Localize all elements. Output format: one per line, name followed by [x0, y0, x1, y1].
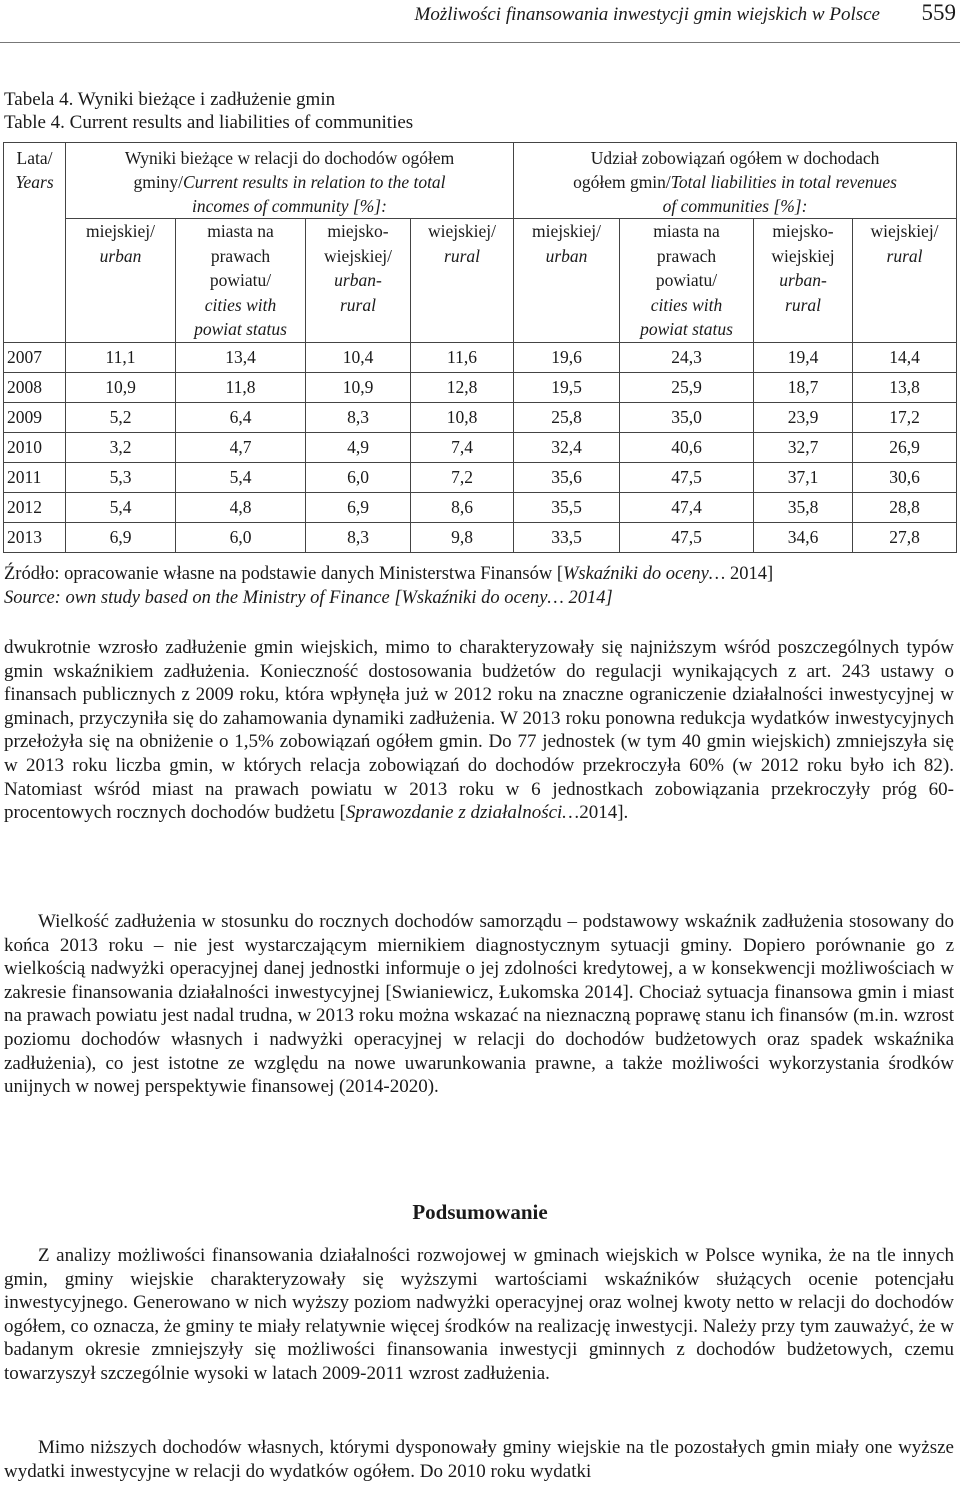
value-cell: 7,2	[411, 462, 514, 492]
sub1-column-header	[66, 219, 176, 343]
results-table	[3, 142, 957, 553]
header-line-en: urban-	[779, 270, 827, 290]
table-body	[4, 342, 957, 552]
value-cell: 25,9	[620, 372, 754, 402]
header-line-en: cities with	[650, 294, 723, 315]
table-subheader-row	[4, 219, 957, 343]
table-header-row	[4, 143, 957, 219]
header-line-en: rural	[886, 245, 923, 266]
value-cell: 14,4	[853, 342, 957, 372]
header-line-en: rural	[340, 294, 376, 315]
source-pl-ref: Wskaźniki do oceny…	[562, 564, 726, 584]
sub1-column-header	[306, 219, 411, 343]
year-cell: 2011	[4, 462, 66, 492]
sub2-column-header	[514, 219, 620, 343]
value-cell: 11,8	[176, 372, 306, 402]
header-line: prawach	[210, 245, 271, 266]
header-line: miasta na	[653, 221, 720, 241]
body-paragraph-4: Mimo niższych dochodów własnych, którymi dysponowały gminy wiejskie na tle pozostałych gmin miały one wyższe wydatki inwestycyjne w relacji do wydatków ogółem. Do 2010 roku wydatki	[4, 1437, 954, 1482]
value-cell: 9,8	[411, 522, 514, 552]
group1-line2-en: Current results in relation to the total	[183, 172, 446, 192]
year-column-header	[4, 143, 66, 343]
value-cell: 8,3	[306, 402, 411, 432]
header-line: wiejskiej/	[427, 221, 497, 241]
p1-text-b: 2014].	[579, 802, 629, 824]
header-line-en: rural	[444, 245, 480, 266]
value-cell: 4,9	[306, 432, 411, 462]
table-row	[4, 522, 957, 552]
sub1-column-header	[411, 219, 514, 343]
header-line: wiejskiej	[771, 245, 835, 266]
year-cell: 2008	[4, 372, 66, 402]
body-paragraph-2: Wielkość zadłużenia w stosunku do rocznych dochodów samorządu – podstawowy wskaźnik zadłużenia stosowany do końca 2013 roku – nie jest wystarczającym miernikiem diagnostycznym sytuacji gminy. Dopiero porównanie go z wielkością nadwyżki operacyjnej danej jednostki informuje o jej zdolności kredytowej, a w konsekwencji możliwościach w zakresie finansowania działalności inwestycyjnej [Swianiewicz, Łukomska 2014]. Chociaż sytuacja finansowa gmin i miast na prawach powiatu jest nadal trudna, w 2013 roku można wskazać na nieznaczną poprawę stanu ich finansów (m.in. wzrost poziomu dochodów własnych i nadwyżki operacyjnej w relacji do dochodów budżetowych oraz spadek wskaźnika zadłużenia), co jest istotne ze względu na nowe uwarunkowania prawne, a także możliwości wykorzystania środków unijnych w nowej perspektywie finansowej (2014-2020).	[4, 911, 954, 1098]
header-line-en: rural	[785, 294, 821, 315]
value-cell: 5,2	[66, 402, 176, 432]
value-cell: 4,7	[176, 432, 306, 462]
header-line-en: powiat status	[640, 319, 733, 339]
value-cell: 12,8	[411, 372, 514, 402]
value-cell: 5,4	[176, 462, 306, 492]
page-header	[0, 0, 960, 43]
value-cell: 7,4	[411, 432, 514, 462]
sub2-column-header	[754, 219, 853, 343]
section-heading: Podsumowanie	[412, 1200, 548, 1224]
value-cell: 35,5	[514, 492, 620, 522]
value-cell: 28,8	[853, 492, 957, 522]
value-cell: 3,2	[66, 432, 176, 462]
header-line: miejskiej/	[85, 221, 156, 241]
value-cell: 13,4	[176, 342, 306, 372]
year-cell: 2012	[4, 492, 66, 522]
header-line-en: urban	[99, 245, 142, 266]
year-cell: 2007	[4, 342, 66, 372]
header-line-en: urban-	[334, 270, 382, 290]
header-line: wiejskiej/	[323, 245, 393, 266]
value-cell: 5,4	[66, 492, 176, 522]
group1-line1: Wyniki bieżące w relacji do dochodów ogółem	[124, 148, 455, 168]
table-row	[4, 372, 957, 402]
sub2-column-header	[620, 219, 754, 343]
value-cell: 32,4	[514, 432, 620, 462]
value-cell: 10,9	[306, 372, 411, 402]
running-title: Możliwości finansowania inwestycji gmin wiejskich w Polsce	[414, 4, 880, 25]
header-line-en: cities with	[204, 294, 277, 315]
table-row	[4, 462, 957, 492]
value-cell: 25,8	[514, 402, 620, 432]
header-line: prawach	[656, 245, 717, 266]
value-cell: 33,5	[514, 522, 620, 552]
group2-line2-pl: ogółem gmin/	[573, 172, 671, 192]
p1-citation: Sprawozdanie z działalności…	[345, 802, 580, 824]
group1-line2-pl: gminy/	[133, 172, 184, 192]
header-line: miejskiej/	[532, 221, 602, 241]
value-cell: 35,8	[754, 492, 853, 522]
value-cell: 10,9	[66, 372, 176, 402]
header-line: miejsko-	[327, 221, 389, 241]
value-cell: 19,5	[514, 372, 620, 402]
table-row	[4, 432, 957, 462]
value-cell: 47,5	[620, 522, 754, 552]
value-cell: 6,0	[306, 462, 411, 492]
sub1-column-header	[176, 219, 306, 343]
year-cell: 2010	[4, 432, 66, 462]
value-cell: 6,4	[176, 402, 306, 432]
value-cell: 18,7	[754, 372, 853, 402]
group2-line2-en: Total liabilities in total revenues	[670, 172, 897, 192]
value-cell: 8,3	[306, 522, 411, 552]
table-row	[4, 492, 957, 522]
header-line-en: urban	[545, 245, 588, 266]
value-cell: 4,8	[176, 492, 306, 522]
value-cell: 24,3	[620, 342, 754, 372]
value-cell: 11,6	[411, 342, 514, 372]
p1-text-a: dwukrotnie wzrosło zadłużenie gmin wiejskich, mimo to charakteryzowały się najniższym wśród poszczególnych typów gmin wskaźnikiem zadłużenia. Konieczność dostosowania budżetów do regulacji wynikających z art. 243 ustawy o finansach publicznych z 2009 roku, która wpłynęła już w 2012 roku na znaczne ograniczenie działalności inwestycyjnej w gminach, przyczyniła się do zahamowania dynamiki zadłużenia. W 2013 roku ponowna redukcja wydatków inwestycyjnych przełożyła się na obniżenie o 1,5% zobowiązań ogółem gmin. Do 77 jednostek (w tym 40 gmin wiejskich) zmniejszyła się w 2013 roku liczba gmin, w których relacja zobowiązań do dochodów przekroczyła 60% (w 2012 roku było ich 82). Natomiast wśród miast na prawach powiatu w 2013 roku w 6 jednostkach zobowiązania przekroczyły próg 60-procentowych rocznych dochodów budżetu [	[4, 637, 954, 824]
body-paragraph-3: Z analizy możliwości finansowania działalności rozwojowej w gminach wiejskich w Polsce wynika, że na tle innych gmin, gminy wiejskie charakteryzowały się wyższymi wartościami wskaźników służących ocenie potencjału inwestycyjnego. Generowano w nich wyższy poziom nadwyżki operacyjnej oraz wolnej kwoty netto w relacji do dochodów ogółem, co oznacza, że gminy te miały relatywnie więcej środków na realizację inwestycji. Należy przy tym zauważyć, że w badanym okresie zmniejszyły się możliwości finansowania inwestycji gminnych z dochodów budżetowych, czemu towarzyszył szczególnie wysoki w latach 2009-2011 wzrost zadłużenia.	[4, 1245, 954, 1384]
year-header-pl: Lata/	[16, 148, 53, 168]
value-cell: 47,4	[620, 492, 754, 522]
value-cell: 11,1	[66, 342, 176, 372]
source-pl-text: Źródło: opracowanie własne na podstawie danych Ministerstwa Finansów [	[4, 564, 563, 584]
value-cell: 35,0	[620, 402, 754, 432]
source-note-en: Source: own study based on the Ministry of Finance [Wskaźniki do oceny… 2014]	[4, 588, 613, 608]
value-cell: 8,6	[411, 492, 514, 522]
value-cell: 10,8	[411, 402, 514, 432]
header-line: miejsko-	[772, 221, 834, 241]
year-cell: 2009	[4, 402, 66, 432]
header-line: wiejskiej/	[870, 221, 939, 241]
header-line: powiatu/	[655, 270, 718, 290]
value-cell: 10,4	[306, 342, 411, 372]
group2-line1: Udział zobowiązań ogółem w dochodach	[590, 148, 880, 168]
value-cell: 19,6	[514, 342, 620, 372]
value-cell: 27,8	[853, 522, 957, 552]
year-cell: 2013	[4, 522, 66, 552]
value-cell: 13,8	[853, 372, 957, 402]
table-row	[4, 342, 957, 372]
sub2-column-header	[853, 219, 957, 343]
value-cell: 30,6	[853, 462, 957, 492]
value-cell: 5,3	[66, 462, 176, 492]
header-line: miasta na	[207, 221, 274, 241]
value-cell: 47,5	[620, 462, 754, 492]
liabilities-group-header	[514, 143, 957, 219]
current-results-group-header	[66, 143, 514, 219]
source-note-pl	[4, 562, 773, 586]
table-row	[4, 402, 957, 432]
value-cell: 40,6	[620, 432, 754, 462]
body-paragraph-1	[4, 636, 954, 825]
value-cell: 6,9	[306, 492, 411, 522]
value-cell: 6,9	[66, 522, 176, 552]
value-cell: 26,9	[853, 432, 957, 462]
page-number: 559	[921, 0, 956, 25]
group2-line3: of communities [%]:	[662, 196, 808, 216]
source-pl-tail: 2014]	[725, 564, 774, 584]
value-cell: 6,0	[176, 522, 306, 552]
value-cell: 37,1	[754, 462, 853, 492]
table-caption-en: Table 4. Current results and liabilities of communities	[4, 112, 414, 133]
value-cell: 34,6	[754, 522, 853, 552]
value-cell: 35,6	[514, 462, 620, 492]
header-line: powiatu/	[209, 270, 272, 290]
header-line-en: powiat status	[194, 319, 287, 339]
value-cell: 17,2	[853, 402, 957, 432]
table-caption-pl: Tabela 4. Wyniki bieżące i zadłużenie gmin	[4, 89, 336, 110]
value-cell: 32,7	[754, 432, 853, 462]
year-header-en: Years	[15, 172, 54, 192]
value-cell: 19,4	[754, 342, 853, 372]
group1-line3: incomes of community [%]:	[192, 196, 387, 216]
value-cell: 23,9	[754, 402, 853, 432]
